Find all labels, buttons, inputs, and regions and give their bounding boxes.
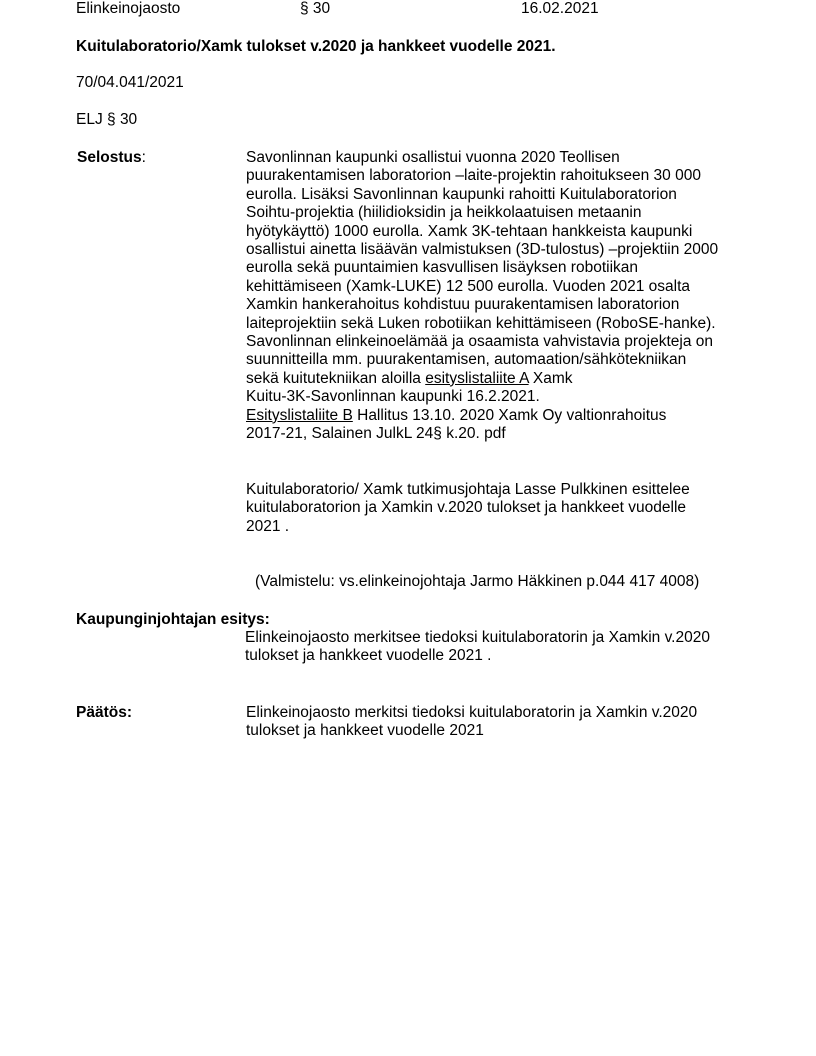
- attachment-a-link[interactable]: esityslistaliite A: [425, 369, 529, 387]
- selostus-line: Kuitu-3K-Savonlinnan kaupunki 16.2.2021.: [246, 388, 540, 406]
- decision-paragraph: [246, 704, 736, 741]
- selostus-line: Savonlinnan elinkeinoelämää ja osaamista vahvistavia projekteja on: [246, 333, 714, 351]
- selostus-line: hyötykäyttö) 1000 eurolla. Xamk 3K-tehtaan hankkeista kaupunki: [246, 222, 693, 240]
- selostus-paragraph: [246, 149, 736, 444]
- selostus-line: suunnitteilla mm. puurakentamisen, automaation/sähkötekniikan: [246, 351, 687, 369]
- selostus-line: osallistui ainetta lisäävän valmistuksen (3D-tulostus) –projektiin 2000: [246, 241, 719, 259]
- preparation-note: (Valmistelu: vs.elinkeinojohtaja Jarmo Häkkinen p.044 417 4008): [255, 573, 700, 590]
- selostus-line: Soihtu-projektia (hiilidioksidin ja heikkolaatuisen metaanin: [246, 204, 642, 222]
- decision-line: Elinkeinojaosto merkitsi tiedoksi kuitulaboratorin ja Xamkin v.2020: [246, 704, 698, 721]
- selostus-line: eurolla. Lisäksi Savonlinnan kaupunki rahoitti Kuitulaboratorion: [246, 185, 677, 203]
- presenter-line: 2021 .: [246, 517, 290, 535]
- document-title: Kuitulaboratorio/Xamk tulokset v.2020 ja hankkeet vuodelle 2021.: [76, 38, 556, 55]
- decision-line: tulokset ja hankkeet vuodelle 2021: [246, 722, 484, 740]
- proposal-line: Elinkeinojaosto merkitsee tiedoksi kuitulaboratorin ja Xamkin v.2020: [245, 629, 710, 646]
- decision-label: Päätös:: [76, 704, 132, 721]
- proposal-line: tulokset ja hankkeet vuodelle 2021 .: [245, 647, 492, 665]
- selostus-line: Esityslistaliite B Hallitus 13.10. 2020 Xamk Oy valtionrahoitus: [246, 406, 667, 424]
- selostus-line: Xamkin hankerahoitus kohdistuu puurakentamisen laboratorion: [246, 296, 680, 314]
- selostus-line: eurolla sekä puuntaimien kasvullisen lisäyksen robotiikan: [246, 259, 639, 277]
- presenter-line: Kuitulaboratorio/ Xamk tutkimusjohtaja Lasse Pulkkinen esittelee: [246, 481, 690, 498]
- elj-reference: ELJ § 30: [76, 111, 138, 128]
- selostus-line: laiteprojektiin sekä Luken robotiikan kehittämiseen (RoboSE-hanke).: [246, 314, 716, 332]
- header-section: § 30: [300, 0, 331, 17]
- presenter-line: kuitulaboratorion ja Xamkin v.2020 tulokset ja hankkeet vuodelle: [246, 499, 687, 517]
- record-number: 70/04.041/2021: [76, 74, 184, 91]
- selostus-label: Selostus:: [77, 149, 146, 166]
- proposal-label: Kaupunginjohtajan esitys:: [76, 611, 270, 628]
- selostus-line: 2017-21, Salainen JulkL 24§ k.20. pdf: [246, 425, 506, 443]
- selostus-line: sekä kuitutekniikan aloilla esityslistaliite A Xamk: [246, 369, 573, 387]
- header-committee: Elinkeinojaosto: [76, 0, 181, 17]
- selostus-line: puurakentamisen laboratorion –laite-projektin rahoitukseen 30 000: [246, 167, 701, 185]
- attachment-b-link[interactable]: Esityslistaliite B: [246, 406, 353, 424]
- selostus-line: Savonlinnan kaupunki osallistui vuonna 2020 Teollisen: [246, 149, 620, 166]
- presenter-paragraph: [246, 481, 736, 536]
- header-date: 16.02.2021: [521, 0, 599, 17]
- proposal-paragraph: [245, 629, 735, 666]
- selostus-line: kehittämiseen (Xamk-LUKE) 12 500 eurolla. Vuoden 2021 osalta: [246, 277, 691, 295]
